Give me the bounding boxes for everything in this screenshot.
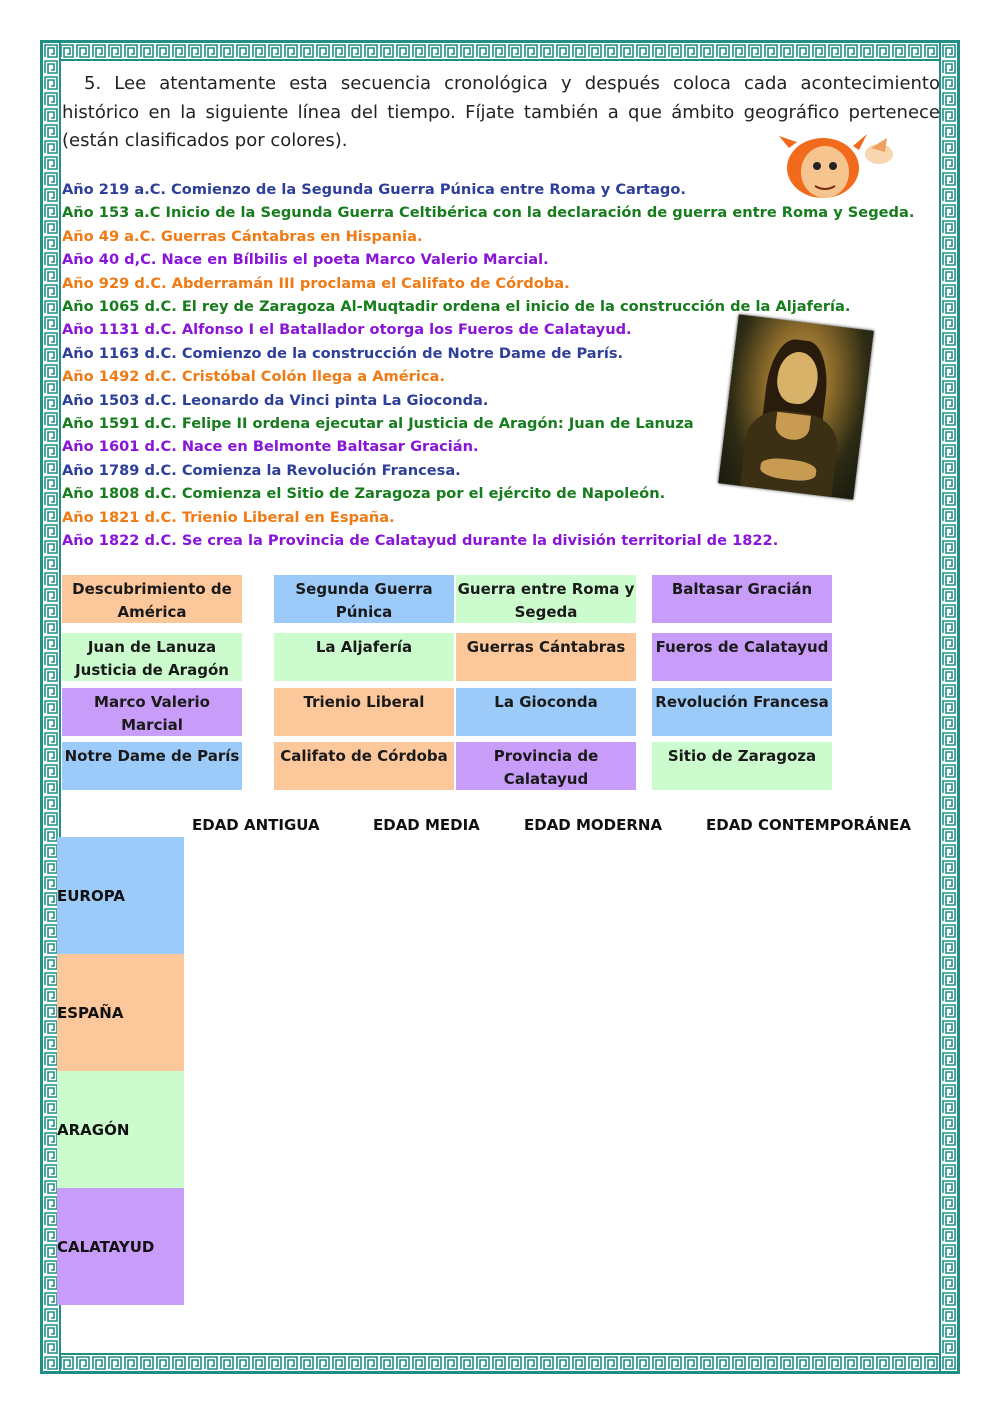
- event-item: Año 1503 d.C. Leonardo da Vinci pinta La Gioconda.: [62, 391, 489, 409]
- event-item: Año 1808 d.C. Comienza el Sitio de Zaragoza por el ejército de Napoleón.: [62, 485, 666, 503]
- event-card[interactable]: Marco Valerio Marcial: [62, 688, 242, 736]
- event-card[interactable]: Guerras Cántabras: [456, 633, 636, 681]
- event-item: Año 1591 d.C. Felipe II ordena ejecutar al Justicia de Aragón: Juan de Lanuza: [62, 415, 694, 433]
- event-card[interactable]: Guerra entre Roma y Segeda: [456, 575, 636, 623]
- event-card[interactable]: Segunda Guerra Púnica: [274, 575, 454, 623]
- region-row-aragon[interactable]: [57, 1071, 184, 1188]
- event-item: Año 1789 d.C. Comienza la Revolución Francesa.: [62, 461, 461, 479]
- exercise-instructions: 5. Lee atentamente esta secuencia cronológica y después coloca cada acontecimiento histórico en la siguiente línea del tiempo. Fíjate también a que ámbito geográfico pertenece (están clasificados por colores).: [62, 73, 940, 151]
- greek-key-border-bottom: [43, 1353, 957, 1371]
- age-header-media: EDAD MEDIA: [373, 816, 480, 834]
- age-header-antigua: EDAD ANTIGUA: [192, 816, 320, 834]
- event-item: Año 40 d,C. Nace en Bílbilis el poeta Marco Valerio Marcial.: [62, 251, 549, 269]
- event-item: Año 1601 d.C. Nace en Belmonte Baltasar Gracián.: [62, 438, 479, 456]
- event-card[interactable]: Provincia de Calatayud: [456, 742, 636, 790]
- event-card[interactable]: Califato de Córdoba: [274, 742, 454, 790]
- event-item: Año 1131 d.C. Alfonso I el Batallador otorga los Fueros de Calatayud.: [62, 321, 632, 339]
- event-card[interactable]: Descubrimiento de América: [62, 575, 242, 623]
- event-item: Año 1163 d.C. Comienzo de la construcción de Notre Dame de París.: [62, 344, 624, 362]
- event-card[interactable]: Notre Dame de París: [62, 742, 242, 790]
- age-header-moderna: EDAD MODERNA: [524, 816, 663, 834]
- event-card[interactable]: La Gioconda: [456, 688, 636, 736]
- event-item: Año 1822 d.C. Se crea la Provincia de Calatayud durante la división territorial de 1822.: [62, 532, 779, 550]
- event-item: Año 153 a.C Inicio de la Segunda Guerra Celtibérica con la declaración de guerra entre Roma y Segeda.: [62, 204, 915, 222]
- event-card[interactable]: Revolución Francesa: [652, 688, 832, 736]
- age-header-contemporanea: EDAD CONTEMPORÁNEA: [706, 816, 912, 834]
- mona-lisa-painting-image: [718, 314, 874, 499]
- event-item: Año 219 a.C. Comienzo de la Segunda Guerra Púnica entre Roma y Cartago.: [62, 181, 686, 198]
- region-row-calatayud[interactable]: [57, 1188, 184, 1305]
- event-item: Año 1492 d.C. Cristóbal Colón llega a América.: [62, 368, 445, 386]
- event-card[interactable]: Trienio Liberal: [274, 688, 454, 736]
- region-label: CALATAYUD: [57, 1237, 155, 1256]
- event-item: Año 49 a.C. Guerras Cántabras en Hispania.: [62, 227, 423, 245]
- event-card[interactable]: Fueros de Calatayud: [652, 633, 832, 681]
- region-row-europa[interactable]: [57, 837, 184, 954]
- region-label: ARAGÓN: [57, 1120, 130, 1139]
- event-card[interactable]: La Aljafería: [274, 633, 454, 681]
- region-label: ESPAÑA: [57, 1003, 124, 1022]
- event-item: Año 1821 d.C. Trienio Liberal en España.: [62, 508, 395, 526]
- event-card[interactable]: Baltasar Gracián: [652, 575, 832, 623]
- event-card[interactable]: Sitio de Zaragoza: [652, 742, 832, 790]
- event-card[interactable]: Juan de Lanuza Justicia de Aragón: [62, 633, 242, 681]
- event-item: Año 929 d.C. Abderramán III proclama el Califato de Córdoba.: [62, 274, 570, 292]
- region-row-espana[interactable]: [57, 954, 184, 1071]
- greek-key-border-top: [43, 43, 957, 61]
- region-label: EUROPA: [57, 886, 125, 905]
- event-item: Año 1065 d.C. El rey de Zaragoza Al-Muqtadir ordena el inicio de la construcción de la Aljafería.: [62, 298, 851, 316]
